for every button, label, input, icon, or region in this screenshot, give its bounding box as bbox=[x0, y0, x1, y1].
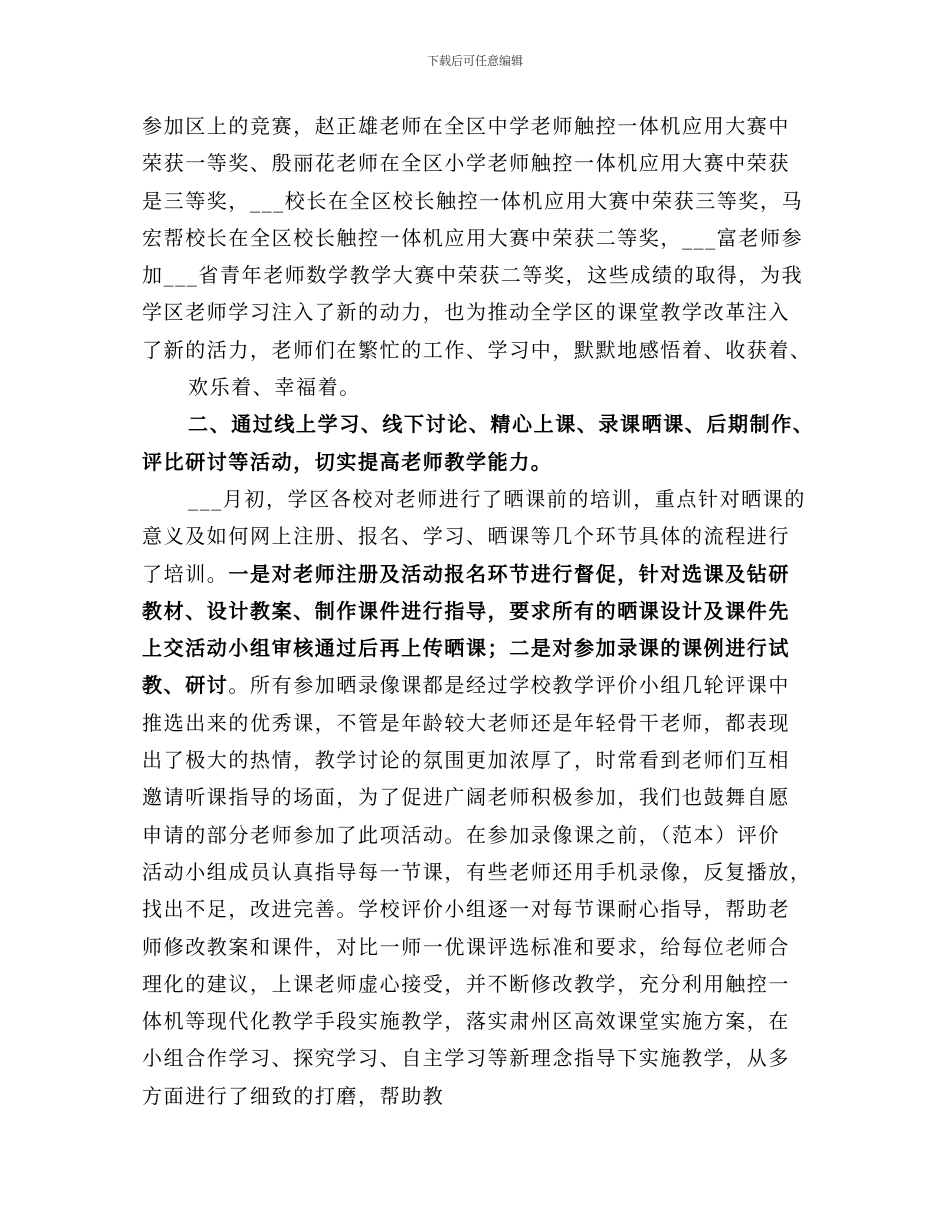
text-line bbox=[142, 891, 812, 928]
text-segment: 推选出来的优秀课，不管是年龄较大老师还是年轻骨干老师，都表现 bbox=[142, 710, 790, 735]
bold-text-segment: 一是对老师注册及活动报名环节进行督促，针对选课及钻研 bbox=[228, 561, 791, 586]
text-segment: 方面进行了细致的打磨，帮助教 bbox=[142, 1083, 445, 1108]
text-line bbox=[142, 1003, 812, 1040]
text-segment: 宏帮校长在全区校长触控一体机应用大赛中荣获二等奖，___富老师参 bbox=[142, 225, 804, 250]
text-line bbox=[142, 444, 812, 481]
text-line bbox=[142, 667, 812, 704]
text-line bbox=[142, 929, 812, 966]
text-line bbox=[142, 705, 812, 742]
text-line bbox=[142, 1078, 812, 1115]
text-line bbox=[142, 556, 812, 593]
text-segment: 了新的活力，老师们在繁忙的工作、学习中，默默地感悟着、收获着、 bbox=[142, 337, 812, 362]
text-segment: 体机等现代化教学手段实施教学，落实肃州区高效课堂实施方案，在 bbox=[142, 1009, 790, 1034]
text-line bbox=[142, 332, 812, 369]
text-line bbox=[142, 294, 812, 331]
text-segment: 申请的部分老师参加了此项活动。在参加录像课之前，（范本）评价 bbox=[142, 822, 780, 847]
text-segment: 了培训。 bbox=[142, 561, 229, 586]
bold-text-segment: 二、通过线上学习、线下讨论、精心上课、录课晒课、后期制作、 bbox=[188, 412, 815, 437]
bold-text-segment: 上交活动小组审核通过后再上传晒课；二是对参加录课的课例进行试 bbox=[142, 636, 790, 661]
text-segment: 找出不足，改进完善。学校评价小组逐一对每节课耐心指导，帮助老 bbox=[142, 897, 790, 922]
text-line bbox=[142, 593, 812, 630]
text-segment: 意义及如何网上注册、报名、学习、晒课等几个环节具体的流程进行 bbox=[142, 524, 790, 549]
text-line bbox=[142, 966, 812, 1003]
text-line bbox=[142, 481, 812, 518]
text-segment: 出了极大的热情，教学讨论的氛围更加浓厚了，时常看到老师们互相 bbox=[142, 748, 790, 773]
text-line bbox=[142, 1040, 812, 1077]
text-segment: 加___省青年老师数学教学大赛中荣获二等奖，这些成绩的取得，为我 bbox=[142, 263, 804, 288]
text-line bbox=[142, 406, 815, 443]
text-line bbox=[142, 369, 812, 406]
text-segment: 参加区上的竞赛，赵正雄老师在全区中学老师触控一体机应用大赛中 bbox=[142, 114, 790, 138]
text-segment: 师修改教案和课件，对比一师一优课评选标准和要求，给每位老师合 bbox=[142, 934, 790, 959]
text-line bbox=[142, 854, 812, 891]
bold-text-segment: 教、研讨 bbox=[142, 673, 229, 698]
text-segment: 邀请听课指导的场面，为了促进广阔老师积极参加，我们也鼓舞自愿 bbox=[142, 785, 790, 810]
text-segment: 荣获一等奖、殷丽花老师在全区小学老师触控一体机应用大赛中荣获 bbox=[142, 151, 790, 176]
text-segment: 学区老师学习注入了新的动力，也为推动全学区的课堂教学改革注入 bbox=[142, 300, 790, 325]
text-line bbox=[142, 145, 812, 182]
text-segment: 是三等奖，___校长在全区校长触控一体机应用大赛中荣获三等奖，马 bbox=[142, 188, 804, 213]
bold-text-segment: 教材、设计教案、制作课件进行指导，要求所有的晒课设计及课件先 bbox=[142, 598, 790, 623]
text-line bbox=[142, 630, 812, 667]
text-segment: 。所有参加晒录像课都是经过学校教学评价小组几轮评课中 bbox=[228, 673, 791, 698]
text-segment: ___月初，学区各校对老师进行了晒课前的培训，重点针对晒课的 bbox=[188, 486, 806, 511]
text-segment: 小组合作学习、探究学习、自主学习等新理念指导下实施教学，从多 bbox=[142, 1046, 790, 1071]
text-line bbox=[142, 742, 812, 779]
text-line bbox=[142, 183, 812, 220]
document-body bbox=[142, 108, 815, 1115]
page-header: 下载后可任意编辑 bbox=[426, 54, 523, 68]
text-line bbox=[142, 108, 812, 145]
text-line bbox=[142, 518, 812, 555]
text-line bbox=[142, 817, 812, 854]
bold-text-segment: 评比研讨等活动，切实提高老师教学能力。 bbox=[142, 449, 553, 474]
text-line bbox=[142, 220, 812, 257]
text-segment: 欢乐着、幸福着。 bbox=[188, 375, 361, 400]
text-line bbox=[142, 257, 812, 294]
text-segment: 理化的建议，上课老师虚心接受，并不断修改教学，充分利用触控一 bbox=[142, 971, 790, 996]
text-segment: 活动小组成员认真指导每一节课，有些老师还用手机录像，反复播放， bbox=[142, 859, 812, 884]
text-line bbox=[142, 779, 812, 816]
